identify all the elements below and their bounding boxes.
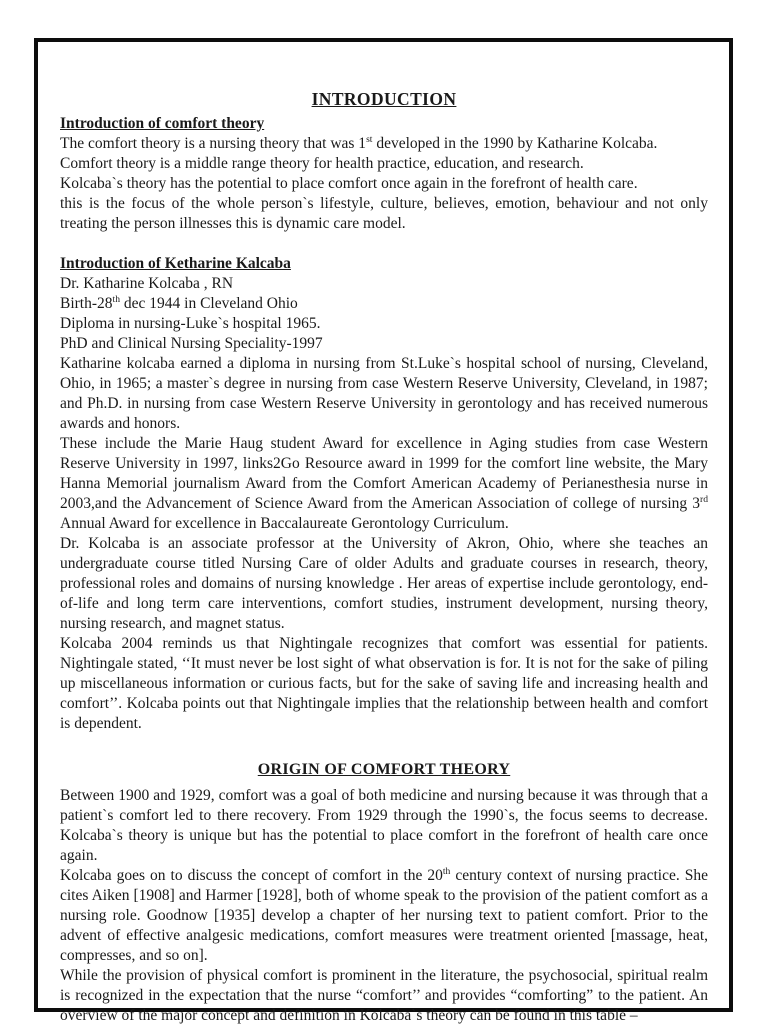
paragraph: Comfort theory is a middle range theory for health practice, education, and research. — [60, 155, 584, 172]
paragraph: Kolcaba`s theory has the potential to place comfort once again in the forefront of health care. — [60, 175, 638, 192]
heading: Introduction of Ketharine Kalcaba — [60, 255, 291, 272]
paragraph: Katharine kolcaba earned a diploma in nursing from St.Luke`s hospital school of nursing, Cleveland, Ohio, in 1965; a master`s degree in nursing from case Western Reserve University, Cleveland, in 1987; and Ph.D. in nursing from case Western Reserve University in gerontology and has received numerous awards and honors. — [60, 355, 708, 432]
document-content — [38, 42, 729, 1024]
spacer — [60, 734, 708, 754]
paragraph: this is the focus of the whole person`s lifestyle, culture, believes, emotion, behaviour and not only treating the person illnesses this is dynamic care model. — [60, 195, 708, 232]
paragraph: PhD and Clinical Nursing Speciality-1997 — [60, 335, 323, 352]
spacer — [60, 234, 708, 254]
center-heading: ORIGIN OF COMFORT THEORY — [257, 761, 511, 778]
title: INTRODUCTION — [311, 89, 457, 109]
paragraph: These include the Marie Haug student Award for excellence in Aging studies from case Western Reserve University in 1997, links2Go Resource award in 1999 for the comfort line website, the Mary Hanna Memorial journalism Award from the Comfort American Academy of Perianesthesia nurse in 2003,and the Advancement of Science Award from the American Association of college of nursing 3rd Annual Award for excellence in Baccalaureate Gerontology Curriculum. — [60, 435, 708, 532]
paragraph: Between 1900 and 1929, comfort was a goal of both medicine and nursing because it was through that a patient`s comfort led to there recovery. From 1929 through the 1990`s, the focus seems to decrease. Kolcaba`s theory is unique but has the potential to place comfort in the forefront of health care once again. — [60, 787, 708, 864]
paragraph: Dr. Kolcaba is an associate professor at the University of Akron, Ohio, where she teaches an undergraduate course titled Nursing Care of older Adults and graduate courses in research, theory, professional roles and domains of nursing knowledge . Her areas of expertise include gerontology, end-of-life and long term care interventions, comfort studies, instrument development, nursing theory, nursing research, and magnet status. — [60, 535, 708, 632]
paragraph: Kolcaba 2004 reminds us that Nightingale recognizes that comfort was essential for patients. Nightingale stated, ‘‘It must never be lost sight of what observation is for. It is not for the sake of piling up miscellaneous information or curious facts, but for the sake of saving life and increasing health and comfort’’. Kolcaba points out that Nightingale implies that the relationship between health and comfort is dependent. — [60, 635, 708, 732]
page-border-frame — [34, 38, 733, 1024]
heading: Introduction of comfort theory — [60, 115, 265, 132]
paragraph: Dr. Katharine Kolcaba , RN — [60, 275, 234, 292]
paragraph: The comfort theory is a nursing theory that was 1st developed in the 1990 by Katharine Kolcaba. — [60, 133, 658, 152]
paragraph: Diploma in nursing-Luke`s hospital 1965. — [60, 315, 321, 332]
paragraph: While the provision of physical comfort is prominent in the literature, the psychosocial, spiritual realm is recognized in the expectation that the nurse “comfort’’ and provides “comforting” to the patient. An overview of the major concept and definition in Kolcaba`s theory can be found in this table – — [60, 967, 708, 1024]
paragraph: Birth-28th dec 1944 in Cleveland Ohio — [60, 293, 298, 312]
paragraph: Kolcaba goes on to discuss the concept of comfort in the 20th century context of nursing practice. She cites Aiken [1908] and Harmer [1928], both of whome speak to the provision of the patient comfort as a nursing role. Goodnow [1935] develop a chapter of her nursing text to patient comfort. Prior to the advent of effective analgesic medications, comfort measures were treatment oriented [massage, heat, compresses, and so on]. — [60, 865, 708, 964]
